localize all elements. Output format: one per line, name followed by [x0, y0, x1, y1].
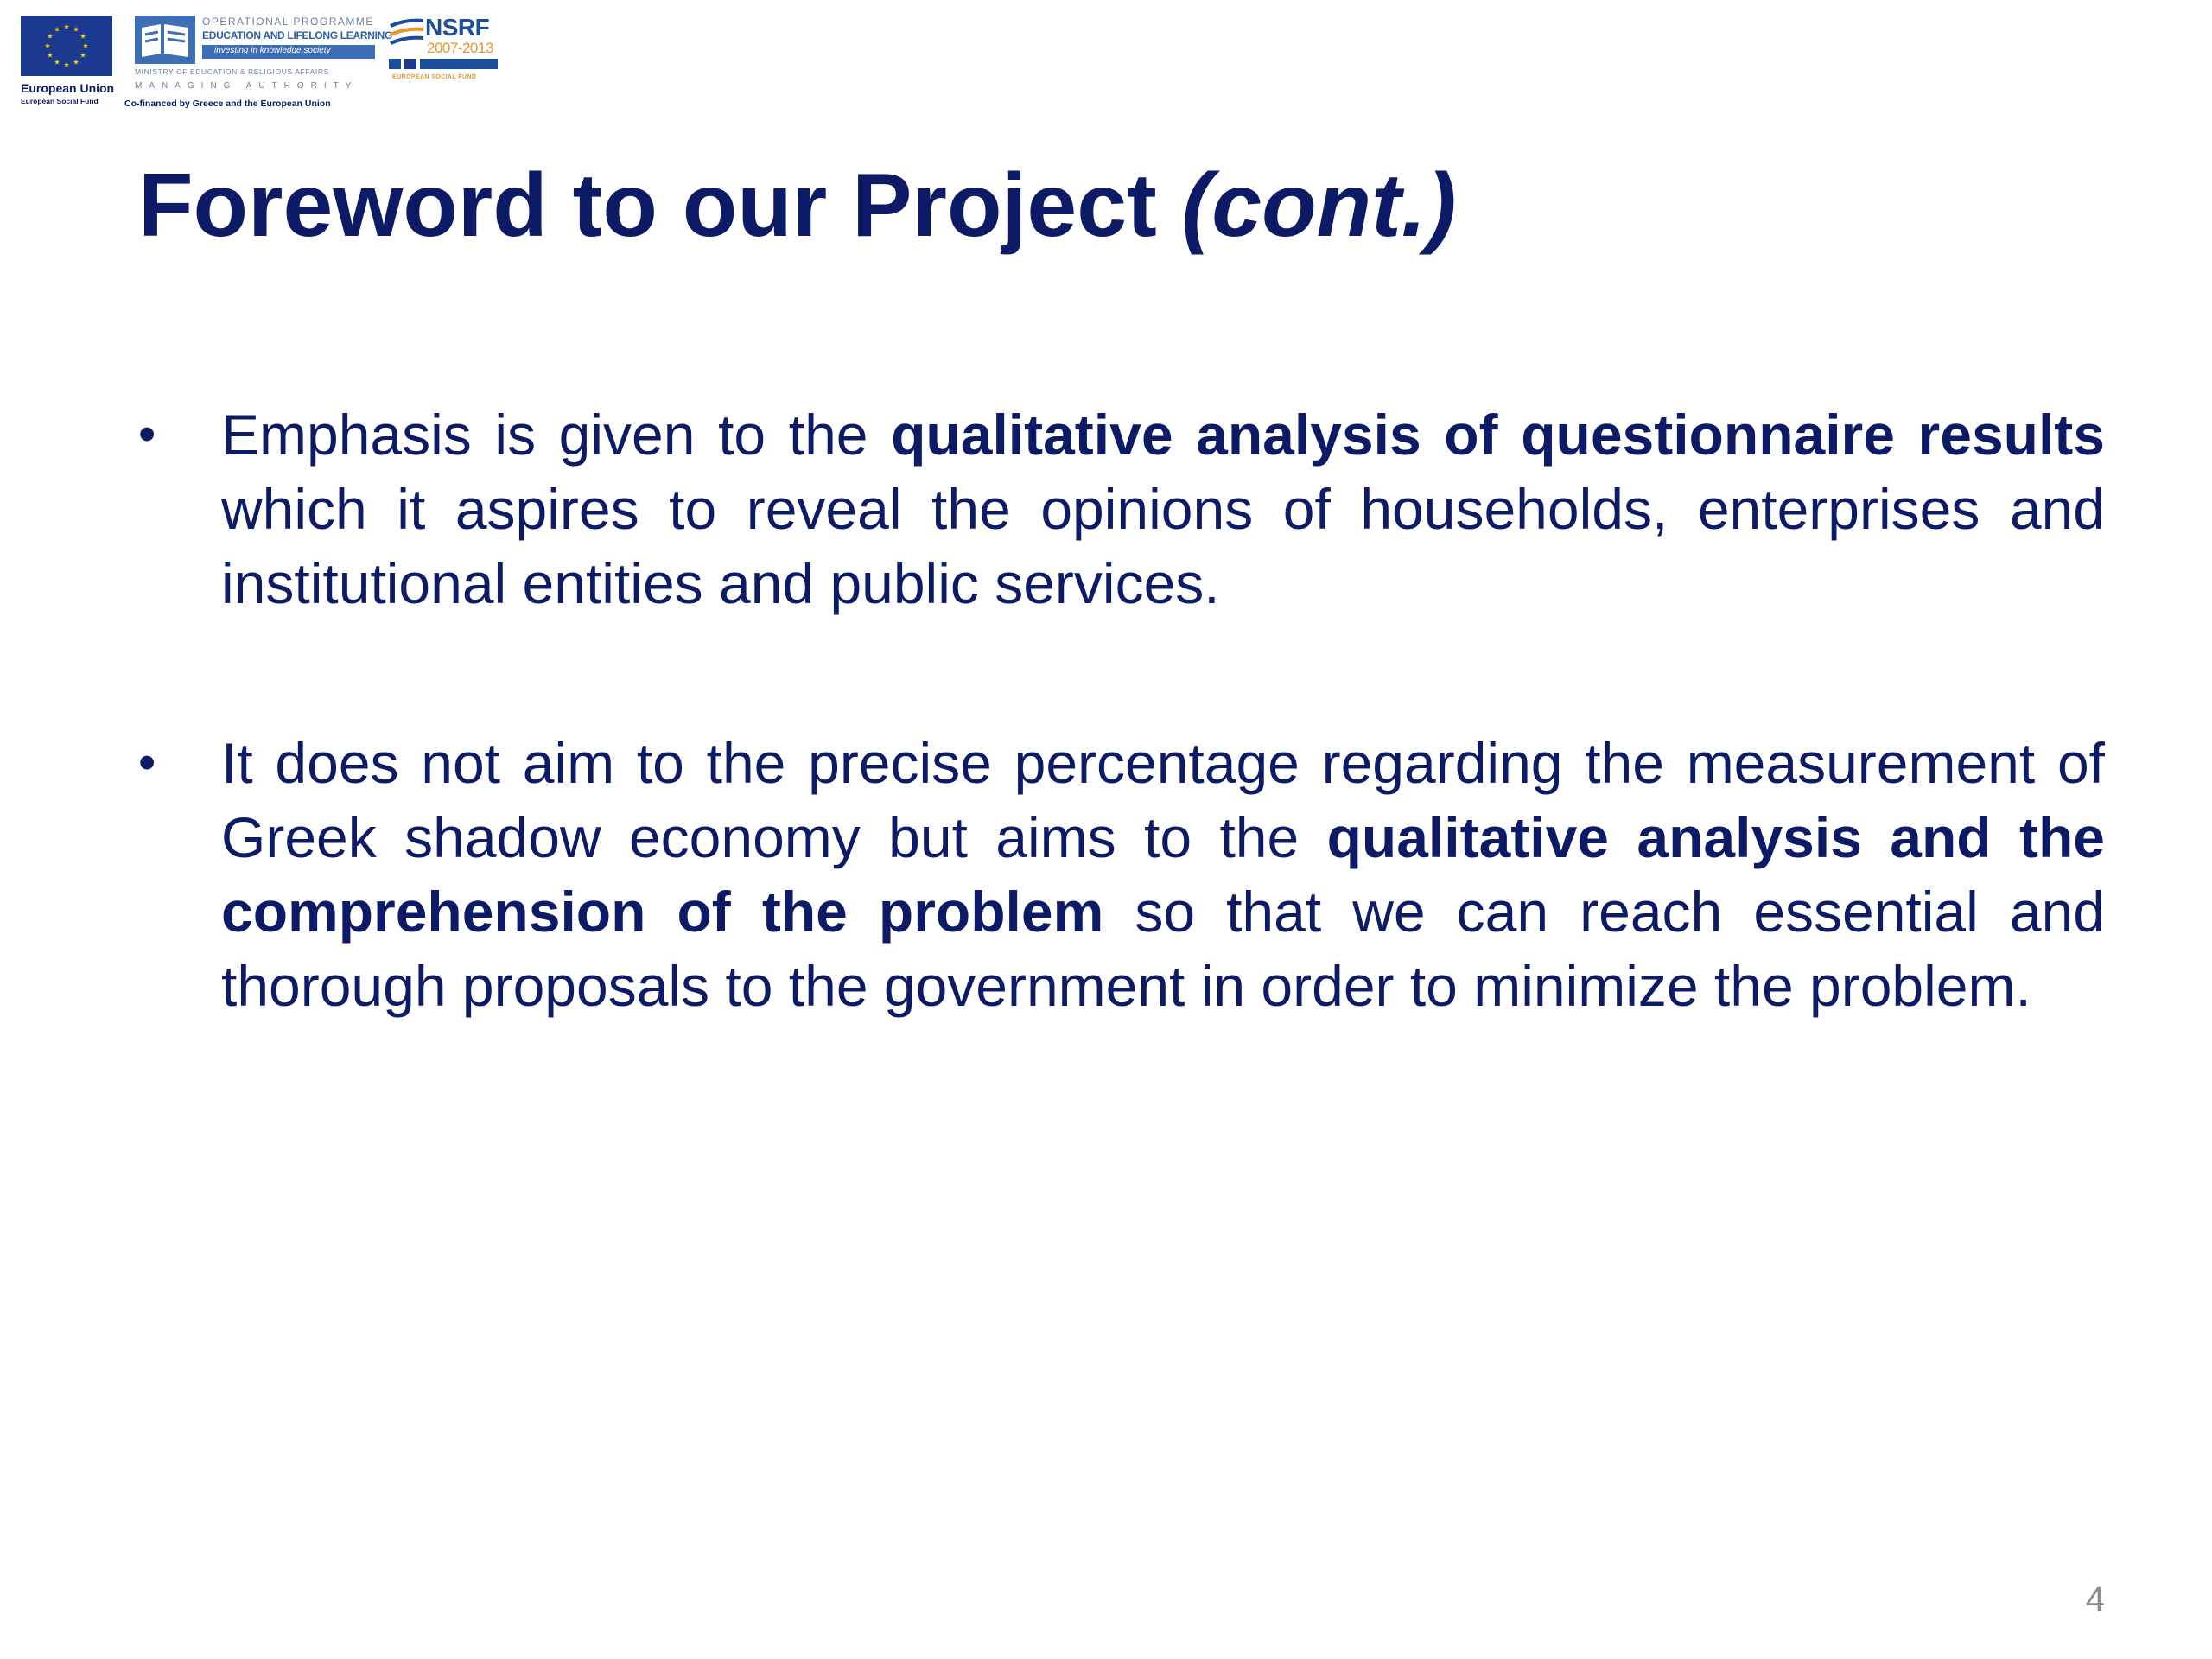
slide-title-main: Foreword to our Project	[138, 156, 1157, 256]
op-logo-programme: OPERATIONAL PROGRAMME	[202, 16, 374, 28]
op-logo-title: EDUCATION AND LIFELONG LEARNING	[202, 29, 393, 41]
op-logo-authority: MANAGING AUTHORITY	[135, 81, 359, 91]
nsrf-swoosh-icon	[389, 16, 427, 50]
nsrf-logo	[389, 14, 499, 86]
eu-logo	[21, 16, 114, 109]
slide-title	[138, 152, 2108, 259]
bullet-text-emphasis: qualitative analysis of questionnaire results	[891, 403, 2105, 467]
nsrf-logo-fund: EUROPEAN SOCIAL FUND	[392, 74, 477, 80]
operational-programme-logo	[124, 14, 393, 114]
bullet-marker: •	[138, 406, 156, 462]
bullet-text-part: which it aspires to reveal the opinions of households, enterprises and institutional entities and public services.	[221, 477, 2105, 615]
bullet-text	[221, 397, 2105, 620]
book-emblem-icon	[135, 16, 195, 64]
nsrf-logo-name: NSRF	[425, 14, 490, 41]
nsrf-flag-bar-icon	[389, 57, 499, 73]
nsrf-logo-years: 2007-2013	[427, 40, 493, 56]
op-logo-ministry: MINISTRY OF EDUCATION & RELIGIOUS AFFAIRS	[135, 67, 329, 76]
bullet-text-part: It does not aim to the precise percentage regarding the measurement of Greek shadow economy but aims to the	[221, 731, 2105, 869]
bullet-text	[221, 726, 2105, 1023]
bullet-text-emphasis: qualitative analysis and the comprehension of the problem	[221, 805, 2105, 944]
logo-banner	[0, 0, 518, 123]
eu-logo-subcaption: European Social Fund	[21, 97, 99, 105]
slide-title-suffix: (cont.)	[1181, 156, 1457, 256]
page-number: 4	[2085, 1580, 2105, 1618]
bullet-text-part: Emphasis is given to the	[221, 403, 892, 467]
cofinanced-caption: Co-financed by Greece and the European Union	[124, 99, 331, 109]
op-logo-tagline: investing in knowledge society	[214, 46, 331, 55]
bullet-text-part: so that we can reach essential and thorough proposals to the government in order to minimize the problem.	[221, 880, 2105, 1018]
bullet-marker: •	[138, 734, 156, 791]
eu-flag-icon	[21, 16, 112, 76]
eu-logo-caption: European Union	[21, 81, 115, 95]
